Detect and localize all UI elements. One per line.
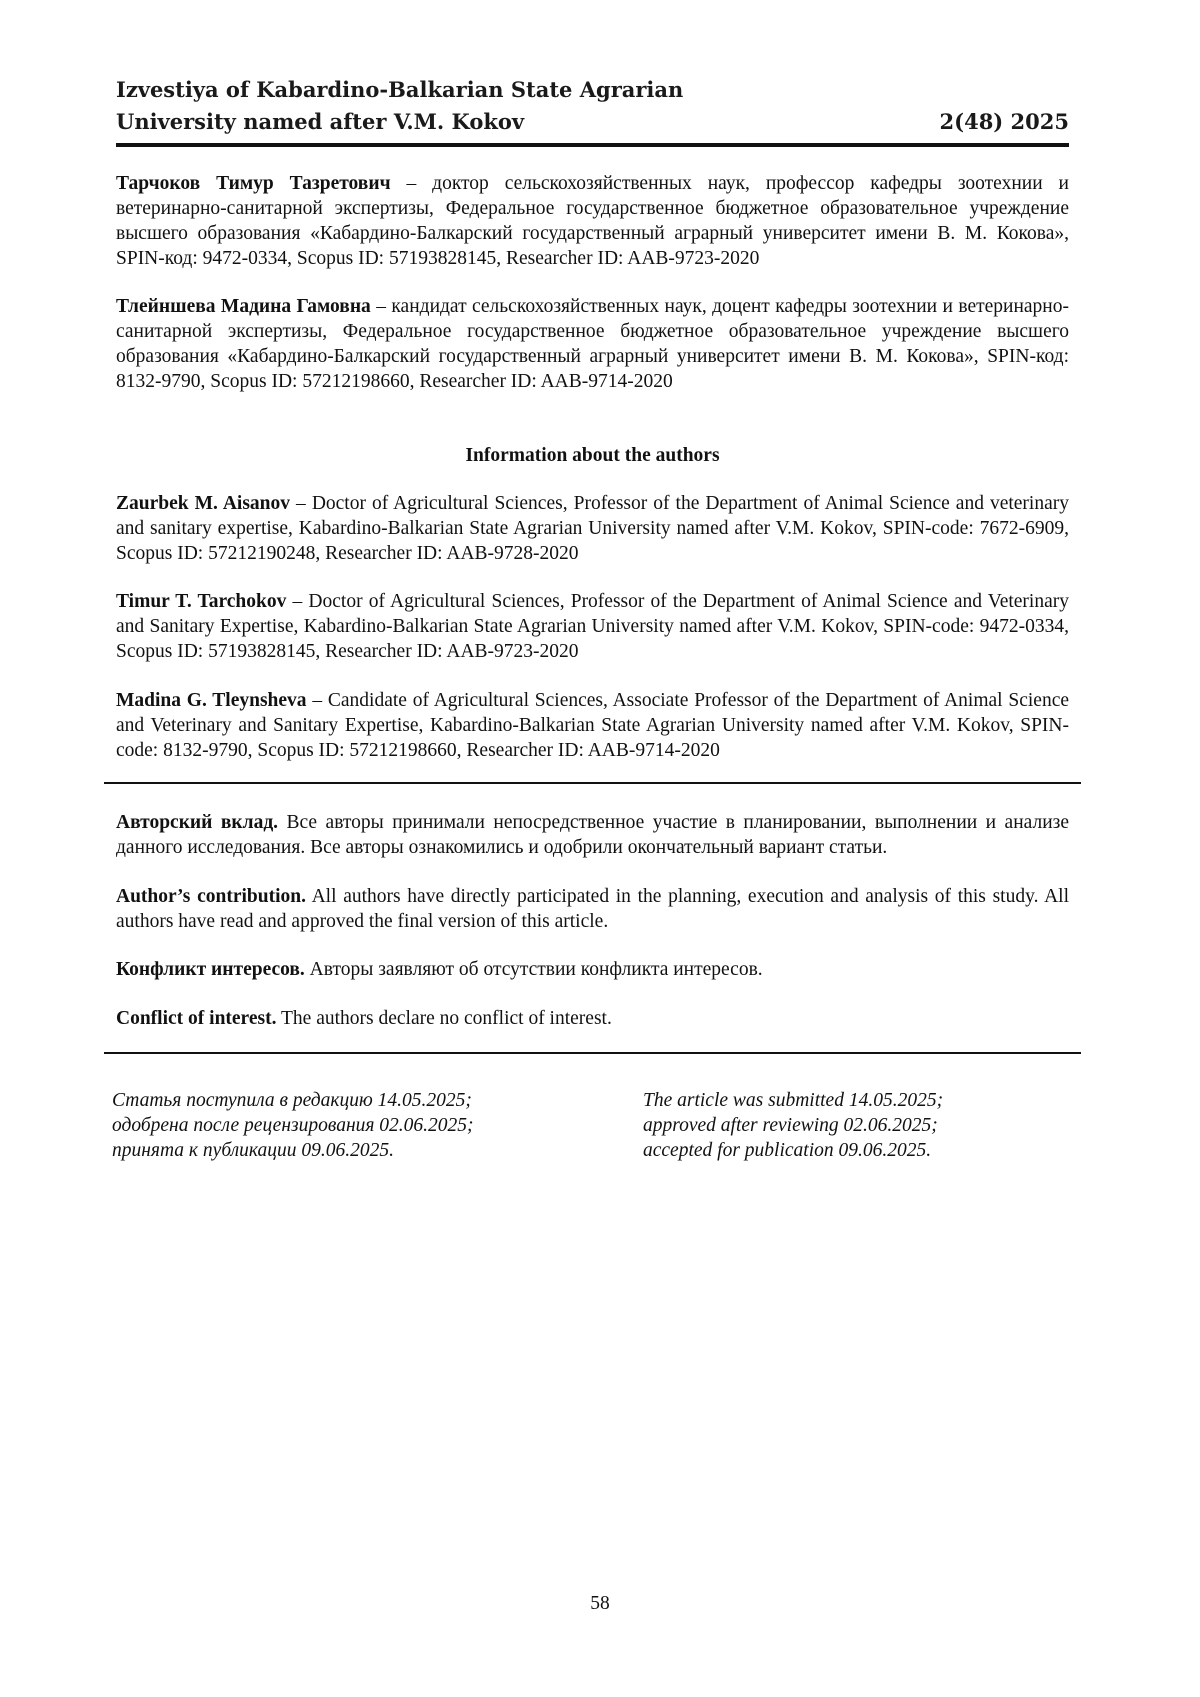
author-name: Тарчоков Тимур Тазретович	[116, 173, 391, 194]
running-header	[116, 74, 1069, 138]
conflict-ru-text: Авторы заявляют об отсутствии конфликта интересов.	[305, 959, 763, 980]
date-line: accepted for publication 09.06.2025.	[643, 1138, 943, 1163]
page-number: 58	[0, 1593, 1200, 1615]
author-name: Тлейншева Мадина Гамовна	[116, 296, 371, 317]
conflict-en-label: Conflict of interest.	[116, 1008, 276, 1029]
author-details: – доктор сельскохозяйственных наук, профессор кафедры зоотехнии и ветеринарно-санитарной экспертизы, Федеральное государственное бюджетное образовательное учреждение высшего образования «Кабардино-Балкарский государственный аграрный университет имени В. М. Кокова», SPIN-код: 9472-0334, Scopus ID: 57193828145, Researcher ID: AAB-9723-2020	[116, 173, 1069, 269]
conflict-en	[116, 1006, 1069, 1031]
author-name: Timur T. Tarchokov	[116, 591, 286, 612]
author-details: – Candidate of Agricultural Sciences, Associate Professor of the Department of Animal Science and Veterinary and Sanitary Expertise, Kabardino-Balkarian State Agrarian University named after V.M. Kokov, SPIN-code: 8132-9790, Scopus ID: 57212198660, Researcher ID: AAB-9714-2020	[116, 690, 1069, 761]
dates-ru	[112, 1088, 474, 1163]
section-title: Information about the authors	[116, 443, 1069, 468]
conflict-ru	[116, 957, 1069, 982]
author-name: Madina G. Tleynsheva	[116, 690, 307, 711]
date-line: одобрена после рецензирования 02.06.2025;	[112, 1113, 474, 1138]
contribution-ru-label: Авторский вклад.	[116, 812, 278, 833]
author-en-tarchokov	[116, 589, 1069, 664]
author-details: – Doctor of Agricultural Sciences, Professor of the Department of Animal Science and veterinary and sanitary expertise, Kabardino-Balkarian State Agrarian University named after V.M. Kokov, SPIN-code: 7672-6909, Scopus ID: 57212190248, Researcher ID: AAB-9728-2020	[116, 493, 1069, 564]
contribution-en-label: Author’s contribution.	[116, 886, 306, 907]
issue-number: 2(48) 2025	[940, 106, 1069, 138]
author-name: Zaurbek M. Aisanov	[116, 493, 290, 514]
journal-title-line2: University named after V.M. Kokov	[116, 106, 524, 138]
journal-title-line1: Izvestiya of Kabardino-Balkarian State Agrarian	[116, 74, 683, 106]
author-details: – Doctor of Agricultural Sciences, Professor of the Department of Animal Science and Veterinary and Sanitary Expertise, Kabardino-Balkarian State Agrarian University named after V.M. Kokov, SPIN-code: 9472-0334, Scopus ID: 57193828145, Researcher ID: AAB-9723-2020	[116, 591, 1069, 662]
author-en-tleynsheva	[116, 688, 1069, 763]
conflict-ru-label: Конфликт интересов.	[116, 959, 305, 980]
contribution-ru	[116, 810, 1069, 860]
date-line: Статья поступила в редакцию 14.05.2025;	[112, 1088, 474, 1113]
author-details: – кандидат сельскохозяйственных наук, доцент кафедры зоотехнии и ветеринарно-санитарной экспертизы, Федеральное государственное бюджетное образовательное учреждение высшего образования «Кабардино-Балкарский государственный аграрный университет имени В. М. Кокова», SPIN-код: 8132-9790, Scopus ID: 57212198660, Researcher ID: AAB-9714-2020	[116, 296, 1069, 392]
conflict-en-text: The authors declare no conflict of interest.	[276, 1008, 611, 1029]
date-line: The article was submitted 14.05.2025;	[643, 1088, 943, 1113]
author-ru-tleynsheva	[116, 294, 1069, 394]
divider	[104, 1052, 1081, 1054]
header-divider	[116, 143, 1069, 147]
contribution-en	[116, 884, 1069, 934]
contribution-ru-text: Все авторы принимали непосредственное участие в планировании, выполнении и анализе данного исследования. Все авторы ознакомились и одобрили окончательный вариант статьи.	[116, 812, 1069, 858]
page	[0, 0, 1200, 1697]
author-ru-tarchokov	[116, 171, 1069, 271]
author-en-aisanov	[116, 491, 1069, 566]
divider	[104, 782, 1081, 784]
date-line: принята к публикации 09.06.2025.	[112, 1138, 474, 1163]
contribution-en-text: All authors have directly participated in the planning, execution and analysis of this study. All authors have read and approved the final version of this article.	[116, 886, 1069, 932]
dates-en	[643, 1088, 943, 1163]
date-line: approved after reviewing 02.06.2025;	[643, 1113, 943, 1138]
